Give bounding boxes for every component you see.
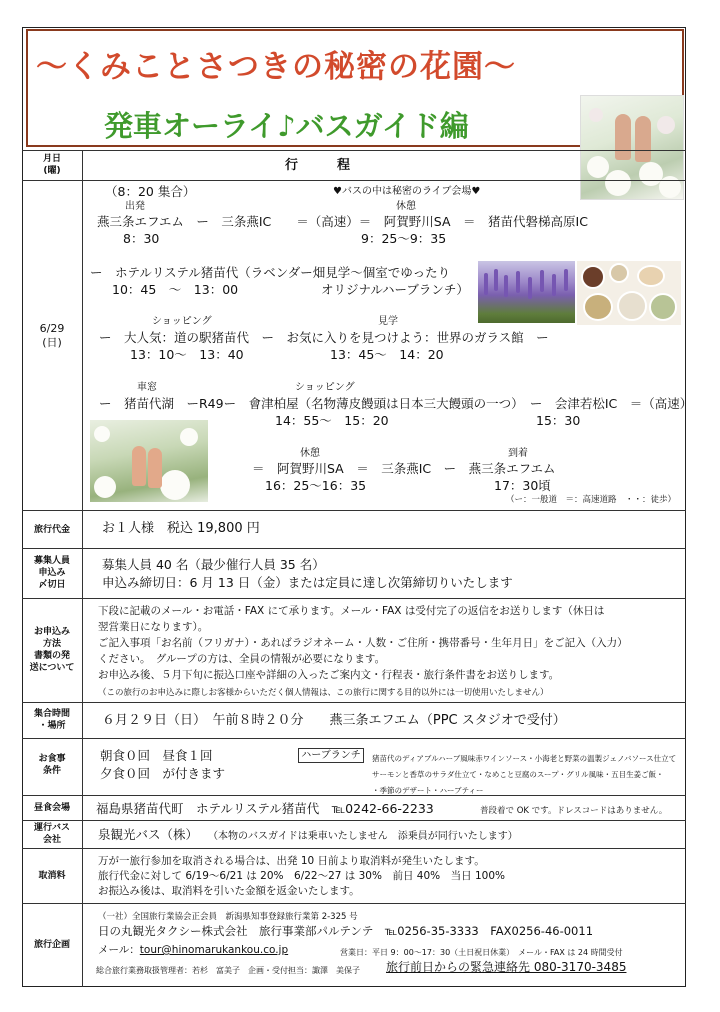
- row-line: [22, 738, 686, 739]
- menu-line-2: サーモンと香草のサラダ仕立て・なめこと豆腐のスープ・グリル風味・五目生姜ご飯・: [372, 770, 664, 779]
- privacy-note: （この旅行のお申込みに際しお客様からいただく個人情報は、この旅行に関する目的以外には一切使用いたしません）: [98, 688, 549, 698]
- manager-info: 総合旅行業務取扱管理者：若杉 富美子 企画・受付担当：諏澤 美保子: [96, 966, 360, 975]
- price-value: お１人様 税込 19,800 円: [102, 521, 260, 536]
- itinerary-line: 10：45 〜 13：00: [112, 282, 239, 297]
- dress-code-note: 普段着で OK です。ドレスコードはありません。: [480, 806, 668, 816]
- itinerary-line: ー 猪苗代湖 ーR49ー 會津柏屋（名物薄皮饅頭は日本三大饅頭の一つ） ー 会津若松IC ＝（高速）: [99, 396, 693, 411]
- lunch-venue-label: 昼食会場: [33, 803, 70, 813]
- photo-hosts-rose-arch: [90, 420, 208, 502]
- cancel-line-2: 旅行代金に対して 6/19〜6/21 は 20% 6/22〜27 は 30% 前日 40% 当日 100%: [98, 870, 505, 882]
- photo-herb-lunch: [577, 261, 681, 325]
- itinerary-line: ショッピング: [152, 316, 212, 327]
- email-link[interactable]: tour@hinomarukankou.co.jp: [139, 944, 289, 956]
- itinerary-line: 8：30: [123, 231, 160, 246]
- itinerary-column-header: 行 程: [285, 158, 351, 173]
- itinerary-line: ショッピング: [295, 382, 355, 393]
- header-row-line: [22, 150, 686, 151]
- meeting-label: 集合時間 ・場所: [33, 709, 70, 731]
- itinerary-line: ー ホテルリステル猪苗代（ラベンダー畑見学〜個室でゆったり: [90, 265, 451, 280]
- itinerary-line: 13：10〜 13：40: [130, 347, 244, 362]
- row-line: [22, 795, 686, 796]
- itinerary-line: （ー：一般道 ＝：高速道路 ・・：徒歩）: [506, 495, 677, 505]
- itinerary-line: 14：55〜 15：20: [275, 413, 389, 428]
- row-line: [22, 702, 686, 703]
- row-line: [22, 820, 686, 821]
- row-line: [22, 180, 686, 181]
- row-line: [22, 848, 686, 849]
- cancel-line-3: お振込み後は、取消料を引いた金額を返金いたします。: [98, 885, 360, 897]
- itinerary-line: 13：45〜 14：20: [330, 347, 444, 362]
- company-contact: 日の丸観光タクシー株式会社 旅行事業部パルテンテ ℡0256-35-3333 FAX0256-46-0011: [98, 924, 594, 938]
- row-line: [22, 548, 686, 549]
- menu-line-3: ・季節のデザート・ハーブティー: [372, 786, 484, 795]
- row-line: [22, 903, 686, 904]
- application-label: お申込み 方法 書類の発 送について: [29, 627, 75, 673]
- tour-date: 6/29 (日): [39, 322, 65, 349]
- cancel-line-1: 万が一旅行参加を取消される場合は、出発 10 日前より取消料が発生いたします。: [98, 855, 485, 867]
- itinerary-line: ー 大人気：道の駅猪苗代 ー お気に入りを見つけよう：世界のガラス館 ー: [99, 330, 549, 345]
- emergency-contact: 旅行前日からの緊急連絡先 080-3170-3485: [386, 960, 627, 974]
- email-prefix: メール：: [98, 944, 140, 956]
- application-line: ください。 グループの方は、全員の情報が必要になります。: [98, 653, 386, 665]
- association-info: （一社）全国旅行業協会正会員 新潟県知事登録旅行業第 2-325 号: [98, 912, 358, 922]
- itinerary-line: 見学: [378, 316, 398, 327]
- itinerary-line: 車窓: [137, 382, 157, 393]
- itinerary-line: 17：30頃: [494, 478, 551, 493]
- itinerary-line: （8：20 集合）: [105, 184, 196, 199]
- row-line: [22, 510, 686, 511]
- itinerary-line: ＝ 阿賀野川SA ＝ 三条燕IC ー 燕三条エフエム: [252, 461, 556, 476]
- sub-title: 発車オーライ♪バスガイド編: [104, 109, 469, 143]
- photo-lavender-field: [478, 261, 575, 323]
- itinerary-line: 到着: [508, 448, 528, 459]
- itinerary-line: オリジナルハーブランチ）: [321, 282, 469, 297]
- meals-count-2: 夕食０回 が付きます: [100, 766, 226, 781]
- photo-hosts-garden: [580, 95, 684, 200]
- recruit-deadline: 申込み締切日：6 月 13 日（金）または定員に達し次第締切りいたします: [102, 575, 513, 590]
- itinerary-line: 16：25〜16：35: [265, 478, 367, 493]
- date-column-header: 月日 (曜): [42, 154, 61, 176]
- bus-label: 運行バス 会社: [33, 823, 70, 845]
- lunch-venue-info: 福島県猪苗代町 ホテルリステル猪苗代 ℡0242-66-2233: [96, 801, 434, 816]
- meeting-info: ６月２９日（日） 午前８時２０分 燕三条エフエム（PPC スタジオで受付）: [102, 713, 566, 728]
- itinerary-line: 9：25〜9：35: [361, 231, 447, 246]
- itinerary-line: ♥バスの中は秘密のライブ会場♥: [333, 186, 481, 197]
- bus-note: （本物のバスガイドは乗車いたしません 添乗員が同行いたします）: [208, 831, 518, 842]
- itinerary-line: 出発: [125, 201, 145, 212]
- meals-label: お食事 条件: [38, 754, 66, 776]
- itinerary-line: 15：30: [536, 413, 581, 428]
- meals-count-1: 朝食０回 昼食１回: [100, 748, 213, 763]
- recruit-capacity: 募集人員 40 名（最少催行人員 35 名）: [102, 557, 325, 572]
- bus-company: 泉観光バス（株）: [98, 827, 199, 842]
- row-line: [22, 598, 686, 599]
- column-divider: [82, 150, 83, 987]
- organizer-label: 旅行企画: [33, 940, 70, 950]
- herb-lunch-tag: ハーブランチ: [298, 748, 364, 763]
- recruit-label: 募集人員 申込み 〆切日: [33, 556, 70, 590]
- application-line: 下段に記載のメール・お電話・FAX にて承ります。メール・FAX は受付完了の返信をお送りします（休日は: [98, 605, 605, 617]
- itinerary-line: 燕三条エフエム ー 三条燕IC ＝（高速）＝ 阿賀野川SA ＝ 猪苗代磐梯高原IC: [97, 214, 588, 229]
- email-line: [98, 943, 288, 958]
- cancel-label: 取消料: [38, 871, 66, 881]
- application-line: ご記入事項「お名前（フリガナ）・あればラジオネーム・人数・ご住所・携帯番号・生年月日」をご記入（入力）: [98, 637, 628, 649]
- price-label: 旅行代金: [33, 525, 70, 535]
- itinerary-line: 休憩: [396, 201, 416, 212]
- menu-line-1: 猪苗代のディアブルハーブ風味赤ワインソース・小海老と野菜の温製ジェノバソース仕立て: [372, 754, 677, 763]
- main-title: 〜くみことさつきの秘密の花園〜: [36, 49, 516, 85]
- business-hours: 営業日：平日 9：00〜17：30（土日祝日休業） メール・FAX は 24 時間受付: [340, 948, 623, 957]
- itinerary-line: 休憩: [300, 448, 320, 459]
- application-line: 翌営業日になります）。: [98, 621, 209, 633]
- application-line: お申込み後、５月下旬に振込口座や詳細の入ったご案内文・行程表・旅行条件書をお送りします。: [98, 669, 560, 681]
